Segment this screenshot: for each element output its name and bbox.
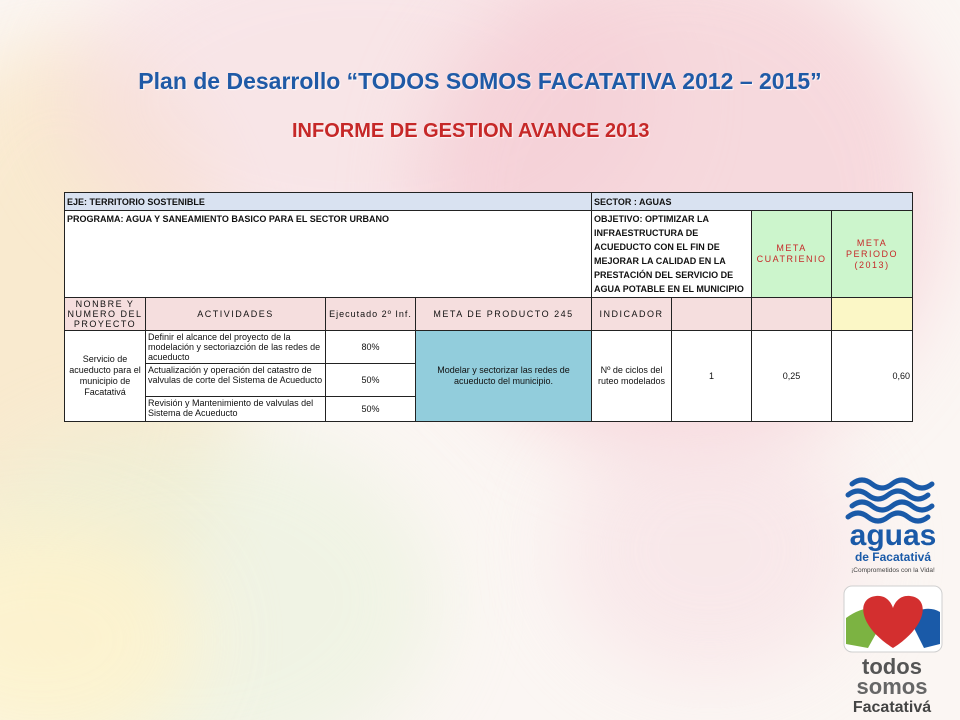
svg-text:de Facatativá: de Facatativá (854, 550, 932, 564)
actividad-2: Actualización y operación del catastro de valvulas de corte del Sistema de Acueducto (146, 364, 326, 397)
meta-ejecutada-subheader (832, 298, 913, 331)
ejecutado-header: Ejecutado 2º Inf. (326, 298, 416, 331)
actividad-1: Definir el alcance del proyecto de la modelación y sectoriazción de las redes de acueducto (146, 331, 326, 364)
ejecutado-2: 50% (326, 364, 416, 397)
proyecto-cell: Servicio de acueducto para el municipio de Facatativá (65, 331, 146, 422)
nombre-proyecto-header: NONBRE Y NUMERO DEL PROYECTO (65, 298, 146, 331)
valor-periodo: 0,25 (752, 331, 832, 422)
todos-somos-facatativa-logo (838, 582, 948, 718)
meta-periodo-subheader (752, 298, 832, 331)
actividades-header: ACTIVIDADES (146, 298, 326, 331)
svg-text:¡Comprometidos con la Vida!: ¡Comprometidos con la Vida! (851, 567, 935, 574)
objetivo-cell: OBJETIVO: OPTIMIZAR LA INFRAESTRUCTURA DE ACUEDUCTO CON EL FIN DE MEJORAR LA CALIDAD EN LA PRESTACIÓN DEL SERVICIO DE AGUA POTABLE EN EL MUNICIPIO (592, 211, 752, 298)
svg-text:somos: somos (856, 674, 928, 699)
meta-producto-header: META DE PRODUCTO 245 (416, 298, 592, 331)
sector-cell: SECTOR : AGUAS (592, 193, 913, 211)
indicador-cell: Nº de ciclos del ruteo modelados (592, 331, 672, 422)
valor-cuatrienio: 1 (672, 331, 752, 422)
meta-periodo-header: META PERIODO (2013) (832, 211, 913, 298)
slide-subtitle: INFORME DE GESTION AVANCE 2013 (292, 120, 650, 142)
indicador-header: INDICADOR (592, 298, 672, 331)
slide-title: Plan de Desarrollo “TODOS SOMOS FACATATIVA 2012 – 2015” (138, 68, 822, 94)
meta-cuatrienio-header: META CUATRIENIO (752, 211, 832, 298)
meta-cuatrienio-subheader (672, 298, 752, 331)
svg-text:Facatativá: Facatativá (852, 699, 932, 716)
svg-text:todos: todos (862, 654, 922, 679)
meta-producto-cell: Modelar y sectorizar las redes de acueducto del municipio. (416, 331, 592, 422)
ejecutado-3: 50% (326, 397, 416, 422)
programa-cell: PROGRAMA: AGUA Y SANEAMIENTO BASICO PARA EL SECTOR URBANO (65, 211, 592, 298)
ejecutado-1: 80% (326, 331, 416, 364)
eje-cell: EJE: TERRITORIO SOSTENIBLE (65, 193, 592, 211)
valor-ejecutada: 0,60 (832, 331, 913, 422)
report-table (64, 192, 913, 422)
actividad-3: Revisión y Mantenimiento de valvulas del Sistema de Acueducto (146, 397, 326, 422)
svg-text:aguas: aguas (849, 519, 937, 552)
aguas-facatativa-logo (838, 462, 948, 582)
